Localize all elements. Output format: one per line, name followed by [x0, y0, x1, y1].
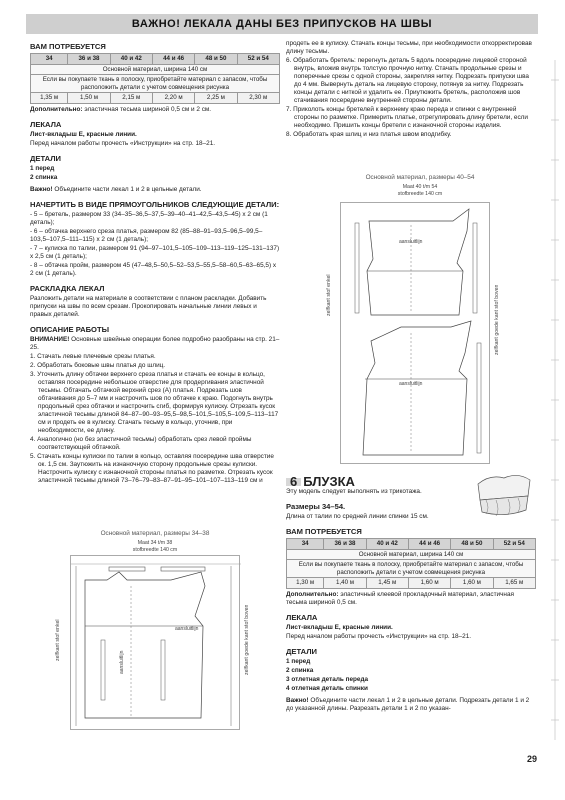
blouse-number: 6: [286, 478, 301, 486]
rect-item: - 6 – обтачка верхнего среза платья, размером 82 (85–88–91–93,5–96,5–99,5–103,5–107,5–111–115) х 2 см (1 деталь);: [30, 227, 263, 243]
material-name: Основной материал, ширина 140 см: [31, 65, 280, 75]
size-header: 40 и 42: [110, 54, 152, 65]
material-value: 1,35 м: [31, 93, 68, 103]
left-diagram-subcaption: Maat 34 t/m 38 stofbreedte 140 cm: [132, 540, 178, 553]
detail-item: 3 отлетная деталь переда: [286, 675, 369, 683]
right-layout-svg: [341, 203, 491, 465]
svg-text:aansluitlijn: aansluitlijn: [399, 239, 423, 245]
blouse-important: Важно! Объедините части лекал 1 и 2 в цельные детали. Подрезать детали 1 и 2 до указанной длины. Разрезать детали 1 и 2 по указан-: [286, 696, 530, 712]
rect-item: - 5 – бретель, размером 33 (34–35–36,5–37,5–39–40–41–42,5–43,5–45) х 2 см (1 деталь);: [30, 210, 268, 226]
materials-table: [30, 53, 280, 104]
material-name: Основной материал, ширина 140 см: [287, 550, 536, 560]
detail-item: 1 перед: [286, 657, 311, 665]
patterns-sheet: Лист-вкладыш Е, красные линии.: [30, 130, 137, 138]
detail-item: 2 спинка: [30, 173, 58, 181]
warning-banner: [26, 14, 538, 34]
size-header: 44 и 46: [408, 539, 450, 550]
edge-ruler-decoration: [549, 60, 561, 740]
size-header: 34: [31, 54, 68, 65]
patterns-heading: ЛЕКАЛА: [30, 119, 62, 129]
rect-item: - 7 – кулиска по талии, размером 91 (94–97–101,5–105–109–113–119–125–131–137) х 2,5 см (1 деталь);: [30, 244, 280, 260]
material-value: 1,60 м: [451, 578, 493, 588]
material-note: Если вы покупаете ткань в полоску, приобретайте материал с запасом, чтобы расположить детали с учетом совмещения рисунка: [287, 560, 536, 578]
right-diagram-subcaption: Maat 40 t/m 54 stofbreedte 140 cm: [397, 184, 443, 197]
rectangles-heading: НАЧЕРТИТЬ В ВИДЕ ПРЯМОУГОЛЬНИКОВ СЛЕДУЮЩИЕ ДЕТАЛИ:: [30, 199, 280, 209]
blouse-materials-table: [286, 538, 536, 589]
size-header: 52 и 54: [237, 54, 279, 65]
right-layout-diagram: [340, 202, 490, 464]
blouse-title: БЛУЗКА: [303, 474, 355, 489]
size-header: 52 и 54: [493, 539, 535, 550]
step-item: 2. Обработать боковые швы платья до шлиц.: [30, 361, 166, 369]
rect-item: - 8 – обтачка пройм, размером 45 (47–48,5–50,5–52–53,5–55,5–58–60,5–63–65,5) х 2 см (1 деталь).: [30, 261, 277, 277]
blouse-additional: Дополнительно: эластичный клеевой прокладочный материал, эластичная тесьма шириной 0,5 см.: [286, 590, 514, 606]
material-value: 1,40 м: [324, 578, 366, 588]
right-diagram-caption: Основной материал, размеры 40–54: [365, 174, 475, 181]
blouse-patterns-heading: ЛЕКАЛА: [286, 612, 318, 622]
patterns-note: Перед началом работы прочесть «Инструкции» на стр. 18–21.: [30, 139, 216, 147]
material-value: 2,30 м: [237, 93, 279, 103]
svg-text:aansluitlijn: aansluitlijn: [399, 381, 423, 387]
left-selvage-label: zelfkant stof enkel: [55, 619, 61, 661]
blouse-illustration: [470, 470, 536, 528]
step-item: 7. Приколоть концы бретелей к верхнему краю переда и спинки с внутренней стороны по разметке. Примерить платье, отрегулировать длину бретели, если необходимо. Пришить концы бретели с изнаночной стороны изделия.: [286, 106, 528, 129]
work-attention: ВНИМАНИЕ! Основные швейные операции более подробно разобраны на стр. 21–25.: [30, 335, 280, 351]
material-value: 1,50 м: [68, 93, 110, 103]
size-header: 44 и 46: [152, 54, 194, 65]
material-value: 1,30 м: [287, 578, 324, 588]
banner-text: ВАЖНО! ЛЕКАЛА ДАНЫ БЕЗ ПРИПУСКОВ НА ШВЫ: [131, 18, 433, 30]
material-value: 2,15 м: [110, 93, 152, 103]
details-heading: ДЕТАЛИ: [30, 153, 61, 163]
work-steps: [30, 353, 280, 485]
step-item: 8. Обработать края шлиц и низ платья швом вподгибку.: [286, 131, 452, 138]
layout-heading: РАСКЛАДКА ЛЕКАЛ: [30, 283, 105, 293]
svg-text:aansluitlijn: aansluitlijn: [175, 626, 199, 632]
blouse-patterns-sheet: Лист-вкладыш Е, красные линии.: [286, 623, 393, 631]
right-selvage-label: zelfkant stof enkel: [326, 274, 332, 316]
detail-item: 1 перед: [30, 164, 55, 172]
size-header: 36 и 38: [324, 539, 366, 550]
material-value: 2,25 м: [195, 93, 237, 103]
step-item: 3. Уточнить длину обтачки верхнего среза платья и стачать ее концы в кольцо, оставляя посередине небольшое отверстие для продергивания эластичной тесьмы. Обтачать обтачкой верхний срез (А) платья. Подрезать шов обтачивания до 5–7 мм и настрочить шов по обтачке к краю. Подогнуть внутрь продольный срез обтачки и настрочить сгиб, формируя кулиску. Отрезать кусок эластичной тесьмы длиной 84–87–90–93–95,5–98,5–101,5–105,5–109,5–113–117 см и продеть ее в кулиску. Стачать тесьму в кольцо, уточнив, при необходимости, ее длину.: [30, 370, 279, 434]
blouse-sizes: Размеры 34–54.: [286, 502, 346, 511]
blouse-materials-heading: ВАМ ПОТРЕБУЕТСЯ: [286, 527, 362, 536]
blouse-details-heading: ДЕТАЛИ: [286, 646, 317, 656]
blouse-patterns-note: Перед началом работы прочесть «Инструкции» на стр. 18–21.: [286, 632, 472, 640]
materials-heading: ВАМ ПОТРЕБУЕТСЯ: [30, 42, 106, 51]
size-header: 48 и 50: [451, 539, 493, 550]
right-column: [286, 40, 536, 140]
left-layout-diagram: [70, 555, 240, 730]
left-selvage-label-2: zelfkant goede kant stof boven: [244, 604, 250, 676]
step-item: 4. Аналогично (но без эластичной тесьмы) обработать срез левой проймы соответствующей обтачкой.: [30, 435, 252, 451]
work-steps-cont: [286, 57, 536, 139]
size-header-row: [287, 539, 536, 550]
size-header: 36 и 38: [68, 54, 110, 65]
right-selvage-label-2: zelfkant goede kant stof boven: [494, 284, 500, 356]
size-header-row: [31, 54, 280, 65]
size-header: 34: [287, 539, 324, 550]
additional-materials: Дополнительно: эластичная тесьма шириной 0,5 см и 2 см.: [30, 105, 212, 113]
blouse-length: Длина от талии по средней линии спинки 15 см.: [286, 513, 429, 520]
material-values-row: [31, 93, 280, 103]
material-value: 1,45 м: [366, 578, 408, 588]
detail-item: 2 спинка: [286, 666, 314, 674]
page-number: 29: [526, 754, 537, 764]
blouse-intro: Эту модель следует выполнять из трикотажа.: [286, 488, 422, 495]
size-header: 40 и 42: [366, 539, 408, 550]
blouse-sketch-svg: [470, 470, 536, 528]
layout-text: Разложить детали на материале в соответствии с планом раскладки. Добавить припуски на швы по всем срезам. Прокопировать начальные линии левых и правых деталей.: [30, 294, 267, 318]
important-note: Важно! Объедините части лекал 1 и 2 в цельные детали.: [30, 185, 202, 193]
size-header: 48 и 50: [195, 54, 237, 65]
detail-item: 4 отлетная деталь спинки: [286, 684, 368, 692]
left-column: [30, 40, 280, 486]
work-heading: ОПИСАНИЕ РАБОТЫ: [30, 324, 110, 334]
svg-text:aansluitlijn: aansluitlijn: [119, 650, 125, 674]
left-layout-svg: [71, 556, 241, 731]
material-value: 2,20 м: [152, 93, 194, 103]
step-item: 5. Стачать концы кулиски по талии в кольцо, оставляя посередине шва отверстие ок. 1,5 см. Заутюжить на изнаночную сторону продольные срезы кулиски. Настрочить кулиску с изнаночной стороны платья по разметке. Отрезать кусок эластичной тесьмы длиной 73–76–79–83–87–91–95–101–107–113–119 см и: [30, 452, 274, 484]
material-value: 1,65 м: [493, 578, 535, 588]
material-note: Если вы покупаете ткань в полоску, приобретайте материал с запасом, чтобы расположить детали с учетом совмещения рисунка: [31, 75, 280, 93]
step-item: 1. Стачать левые плечевые срезы платья.: [30, 352, 156, 360]
material-values-row: [287, 578, 536, 588]
left-diagram-caption: Основной материал, размеры 34–38: [100, 530, 210, 537]
step-continuation: продеть ее в кулиску. Стачать концы тесьмы, при необходимости откорректировав длину тесьмы.: [286, 40, 532, 55]
material-value: 1,60 м: [408, 578, 450, 588]
step-item: 6. Обработать бретель: перегнуть деталь 5 вдоль посередине лицевой стороной внутрь, вложив внутрь толстую прочную нитку. Стачать продольные срезы и поперечные срезы с одной стороны, закрепляя нитку. Подрезать припуски шва до 4 мм. Вывернуть деталь на лицевую сторону, потянув за нитку. Подрезать концы детали с ниткой и удалить ее. Приутюжить бретель, расположив шов стачивания посередине внутренней стороны детали.: [286, 57, 529, 104]
